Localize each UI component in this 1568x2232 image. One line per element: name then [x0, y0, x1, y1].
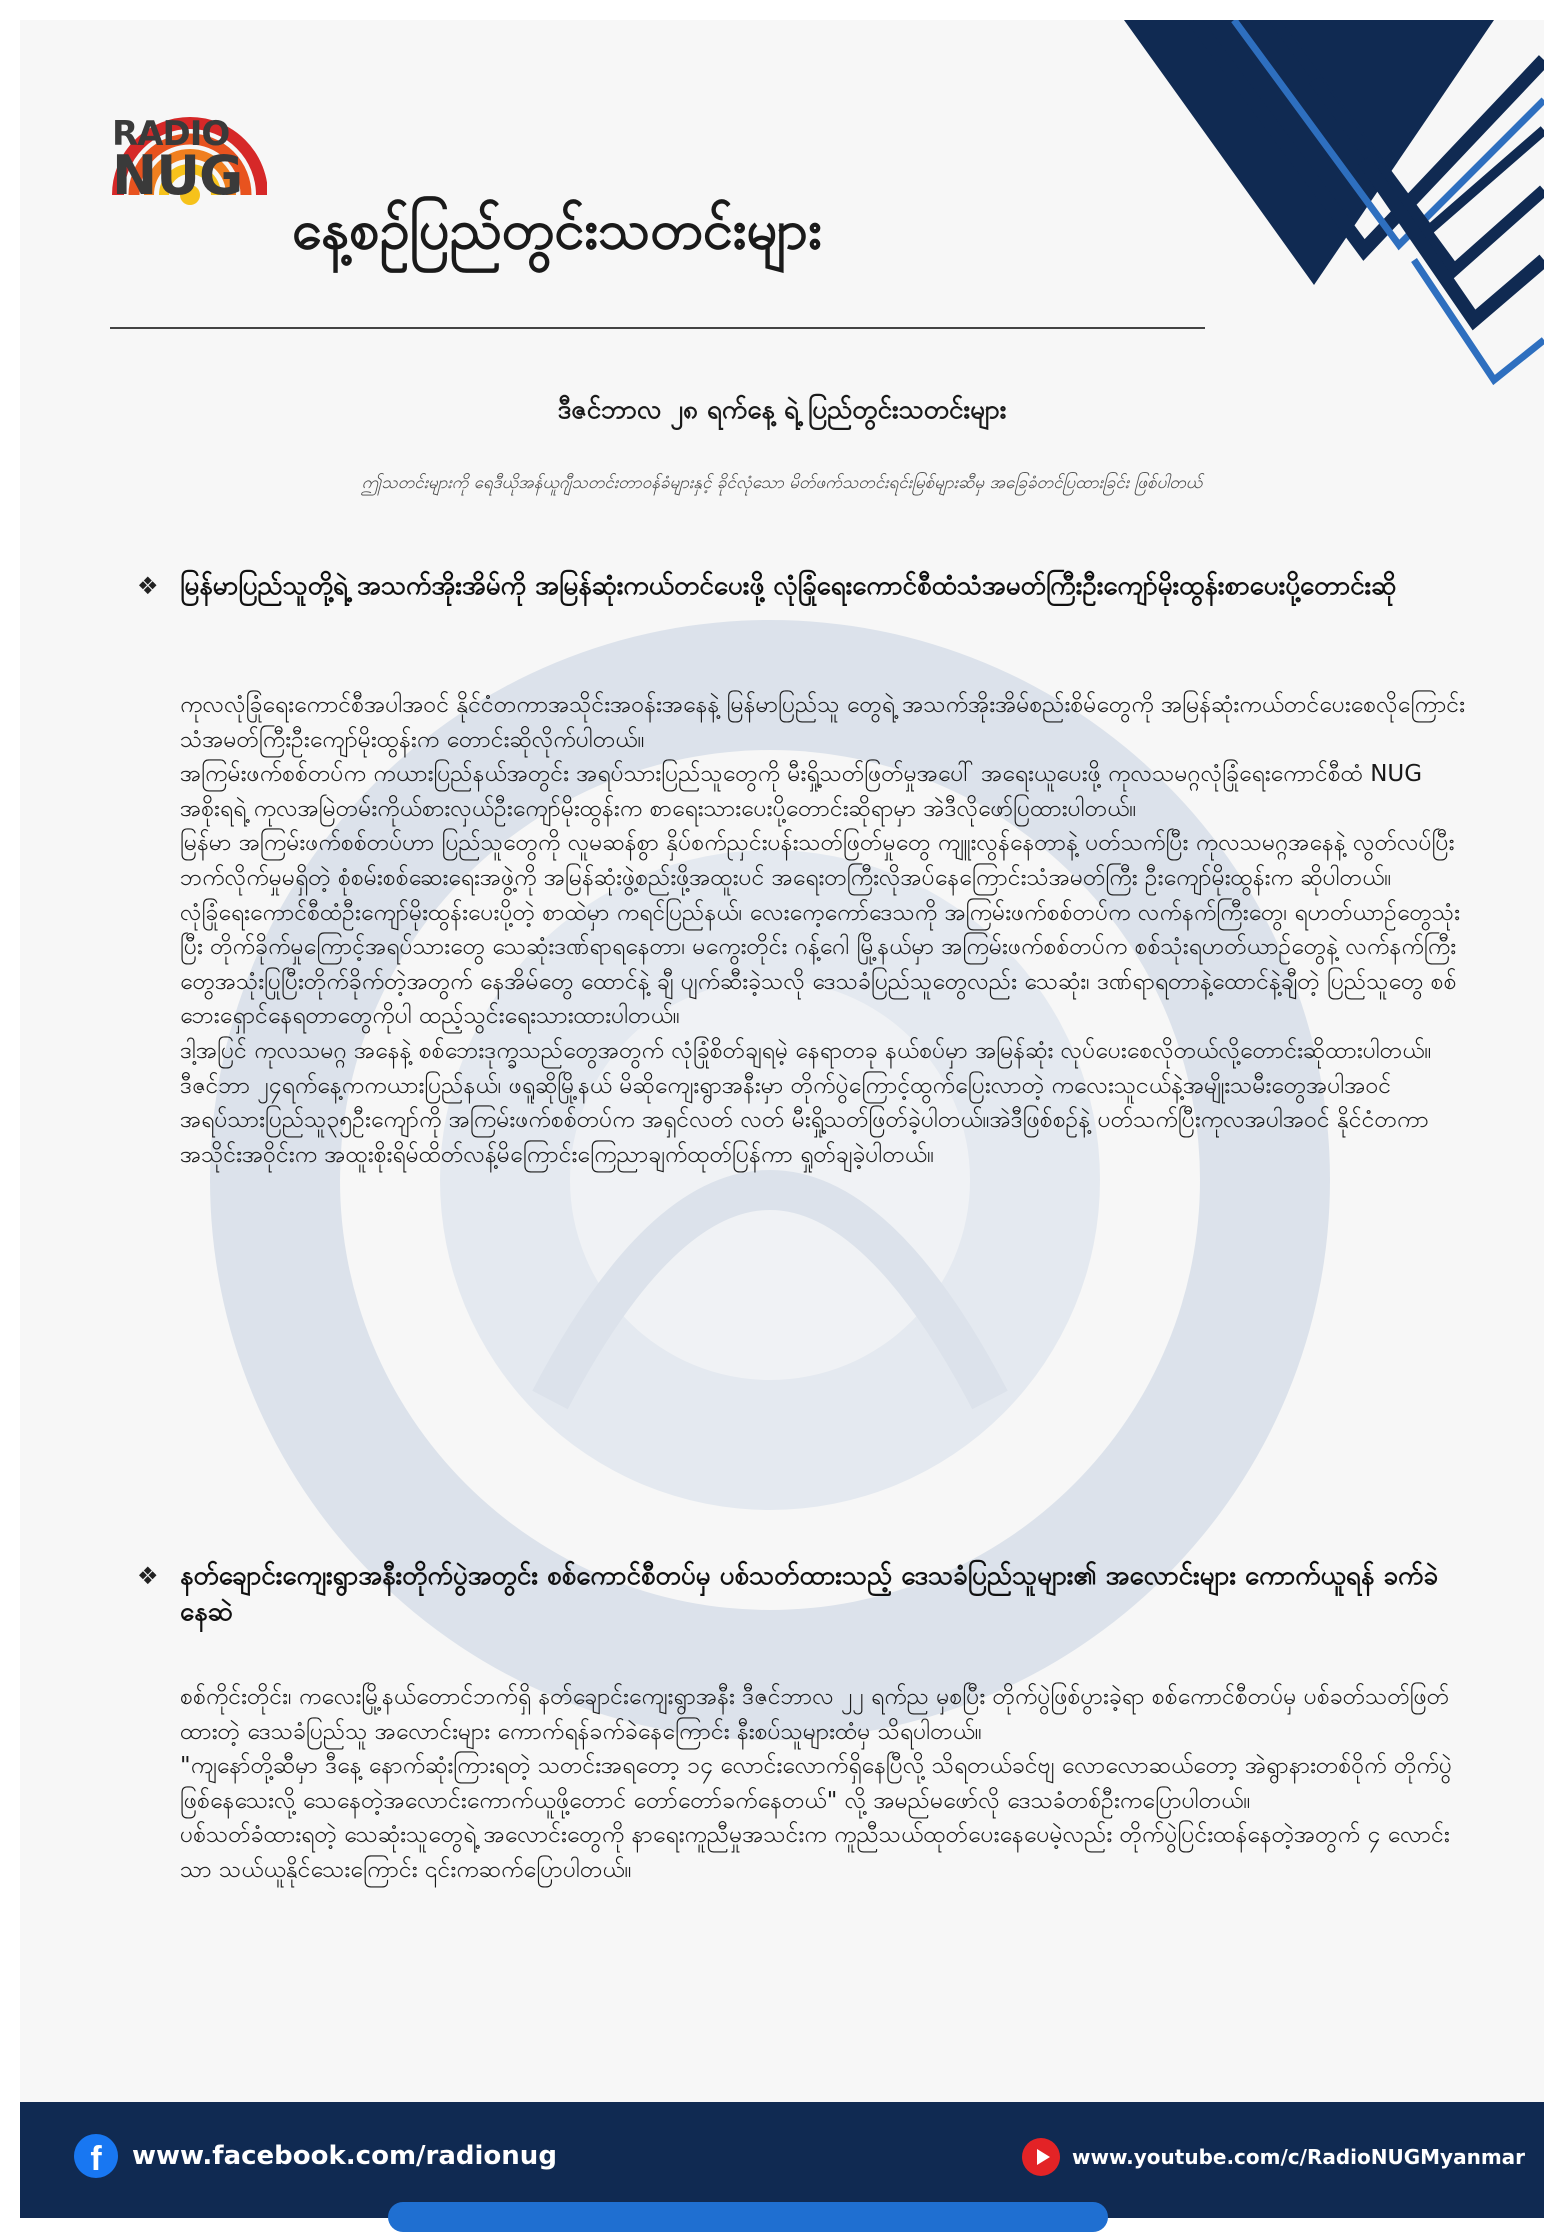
story-headline: နတ်ချောင်းကျေးရွာအနီးတိုက်ပွဲအတွင်း စစ်ကောင်စီတပ်မှ ပစ်သတ်ထားသည့် ဒေသခံပြည်သူများ၏ အလောင်းများ ကောက်ယူရန် ခက်ခဲနေဆဲ: [180, 1561, 1439, 1627]
story-paragraph: "ကျနော်တို့ဆီမှာ ဒီနေ့ နောက်ဆုံးကြားရတဲ့ သတင်းအရတော့ ၁၄ လောင်းလောက်ရှိနေပြီလို့ သိရတယ်ခင်ဗျ လောလောဆယ်တော့ အဲရွာနားတစ်ဝိုက် တိုက်ပွဲဖြစ်နေသေးလို့ သေနေတဲ့အလောင်းကောက်ယူဖို့တောင် တော်တော်ခက်နေတယ်" လို့ အမည်မဖော်လို ဒေသခံတစ်ဦးကပြောပါတယ်။: [180, 1753, 1452, 1814]
logo-nug-text: NUG: [112, 144, 243, 207]
corner-decoration: [894, 20, 1544, 440]
story-headline: မြန်မာပြည်သူတို့ရဲ့ အသက်အိုးအိမ်ကို အမြန်ဆုံးကယ်တင်ပေးဖို့ လုံခြုံရေးကောင်စီထံသံအမတ်ကြီးဦးကျော်မိုးထွန်းစာပေးပို့တောင်းဆို: [180, 571, 1397, 601]
header-title: နေ့စဉ်ပြည်တွင်းသတင်းများ: [292, 198, 822, 261]
story-paragraph: လုံခြုံရေးကောင်စီထံဦးကျော်မိုးထွန်းပေးပို့တဲ့ စာထဲမှာ ကရင်ပြည်နယ်၊ လေးကေ့ကော်ဒေသကို အကြမ်းဖက်စစ်တပ်က လက်နက်ကြီးတွေ၊ ရဟတ်ယာဉ်တွေသုံးပြီး တိုက်ခိုက်မှုကြောင့်အရပ်သားတွေ သေဆုံးဒဏ်ရာရနေတာ၊ မကွေးတိုင်း ဂန့်ဂေါ မြို့နယ်မှာ အကြမ်းဖက်စစ်တပ်က စစ်သုံးရဟတ်ယာဉ်တွေနဲ့ လက်နက်ကြီးတွေအသုံးပြုပြီးတိုက်ခိုက်တဲ့အတွက် နေအိမ်တွေ ထောင်နဲ့ ချီ ပျက်ဆီးခဲ့သလို ဒေသခံပြည်သူတွေလည်း သေဆုံး၊ ဒဏ်ရာရတာနဲ့ထောင်နဲ့ချီတဲ့ ပြည်သူတွေ စစ်ဘေးရှောင်နေရတာတွေကိုပါ ထည့်သွင်းရေးသားထားပါတယ်။: [180, 899, 1461, 1030]
story-paragraph: မြန်မာ အကြမ်းဖက်စစ်တပ်ဟာ ပြည်သူတွေကို လူမဆန်စွာ နှိပ်စက်ညှင်းပန်းသတ်ဖြတ်မှုတွေ ကျူးလွန်နေတာနဲ့ ပတ်သက်ပြီး ကုလသမဂ္ဂအနေနဲ့ လွတ်လပ်ပြီးဘက်လိုက်မှုမရှိတဲ့ စုံစမ်းစစ်ဆေးရေးအဖွဲ့ကို အမြန်ဆုံးဖွဲ့စည်းဖို့အထူးပင် အရေးတကြီးလိုအပ်နေကြောင်းသံအမတ်ကြီး ဦးကျော်မိုးထွန်းက ဆိုပါတယ်။: [180, 830, 1455, 891]
story-paragraph: အကြမ်းဖက်စစ်တပ်က ကယားပြည်နယ်အတွင်း အရပ်သားပြည်သူတွေကို မီးရှို့သတ်ဖြတ်မှုအပေါ် အရေးယူပေးဖို့ ကုလသမဂ္ဂလုံခြုံရေးကောင်စီထံ NUG အစိုးရရဲ့ ကုလအမြဲတမ်းကိုယ်စားလှယ်ဦးကျော်မိုးထွန်းက စာရေးသားပေးပို့တောင်းဆိုရာမှာ အဲဒီလိုဖော်ပြထားပါတယ်။: [180, 761, 1423, 822]
facebook-link[interactable]: www.facebook.com/radionug: [132, 2141, 557, 2171]
story-body: [180, 1680, 1480, 1888]
logo-radio-text: RADIO: [112, 114, 230, 154]
story-paragraph: ဒီဇင်ဘာ ၂၄ရက်နေ့ကကယားပြည်နယ်၊ ဖရူဆိုမြို့နယ် မိဆိုကျေးရွာအနီးမှာ တိုက်ပွဲကြောင့်ထွက်ပြေးလာတဲ့ ကလေးသူငယ်နဲ့အမျိုးသမီးတွေအပါအဝင် အရပ်သားပြည်သူ၃၅ဦးကျော်ကို အကြမ်းဖက်စစ်တပ်က အရှင်လတ် လတ် မီးရှို့သတ်ဖြတ်ခဲ့ပါတယ်။အဲဒီဖြစ်စဉ်နဲ့ ပတ်သက်ပြီးကုလအပါအဝင် နိုင်ငံတကာအသိုင်းအဝိုင်းက အထူးစိုးရိမ်ထိတ်လန့်မိကြောင်းကြေညာချက်ထုတ်ပြန်ကာ ရှုတ်ချခဲ့ပါတယ်။: [180, 1072, 1429, 1168]
youtube-icon[interactable]: [1022, 2138, 1060, 2176]
diamond-bullet-icon: ❖: [137, 1562, 159, 1590]
story-body: [180, 688, 1480, 1172]
story-paragraph: ဒါ့အပြင် ကုလသမဂ္ဂ အနေနဲ့ စစ်ဘေးဒုက္ခသည်တွေအတွက် လုံခြုံစိတ်ချရမဲ့ နေရာတခု နယ်စပ်မှာ အမြန်ဆုံး လုပ်ပေးစေလိုတယ်လို့တောင်းဆိုထားပါတယ်။: [180, 1037, 1432, 1064]
footer-accent-bar: [388, 2202, 1108, 2232]
diamond-bullet-icon: ❖: [137, 572, 159, 600]
story-paragraph: စစ်ကိုင်းတိုင်း၊ ကလေးမြို့နယ်တောင်ဘက်ရှိ နတ်ချောင်းကျေးရွာအနီး ဒီဇင်ဘာလ ၂၂ ရက်ည မှစပြီး တိုက်ပွဲဖြစ်ပွားခဲ့ရာ စစ်ကောင်စီတပ်မှ ပစ်ခတ်သတ်ဖြတ်ထားတဲ့ ဒေသခံပြည်သူ အလောင်းများ ကောက်ရန်ခက်ခဲနေကြောင်း နီးစပ်သူများထံမှ သိရပါတယ်။: [180, 1684, 1450, 1745]
news-page: [20, 20, 1544, 2218]
story-paragraph: ပစ်သတ်ခံထားရတဲ့ သေဆုံးသူတွေရဲ့ အလောင်းတွေကို နာရေးကူညီမှုအသင်းက ကူညီသယ်ထုတ်ပေးနေပေမဲ့လည်း တိုက်ပွဲပြင်းထန်နေတဲ့အတွက် ၄ လောင်းသာ သယ်ယူနိုင်သေးကြောင်း ၎င်းကဆက်ပြောပါတယ်။: [180, 1822, 1450, 1883]
date-title: ဒီဇင်ဘာလ ၂၈ ရက်နေ့ ရဲ့ ပြည်တွင်းသတင်းများ: [557, 395, 1007, 425]
source-disclaimer: ဤသတင်းများကို ရေဒီယိုအန်ယူဂျီသတင်းတာဝန်ခံများနှင့် ခိုင်လုံသော မိတ်ဖက်သတင်းရင်းမြစ်များဆီမှ အခြေခံတင်ပြထားခြင်း ဖြစ်ပါတယ်: [361, 473, 1203, 493]
footer-bar: [20, 2102, 1544, 2218]
story-paragraph: ကုလလုံခြုံရေးကောင်စီအပါအဝင် နိုင်ငံတကာအသိုင်းအဝန်းအနေနဲ့ မြန်မာပြည်သူ တွေရဲ့ အသက်အိုးအိမ်စည်းစိမ်တွေကို အမြန်ဆုံးကယ်တင်ပေးစေလိုကြောင်းသံအမတ်ကြီးဦးကျော်မိုးထွန်းက တောင်းဆိုလိုက်ပါတယ်။: [180, 692, 1466, 753]
youtube-link[interactable]: www.youtube.com/c/RadioNUGMyanmar: [1072, 2145, 1526, 2169]
facebook-icon[interactable]: f: [74, 2134, 118, 2178]
header-divider: [110, 327, 1205, 329]
